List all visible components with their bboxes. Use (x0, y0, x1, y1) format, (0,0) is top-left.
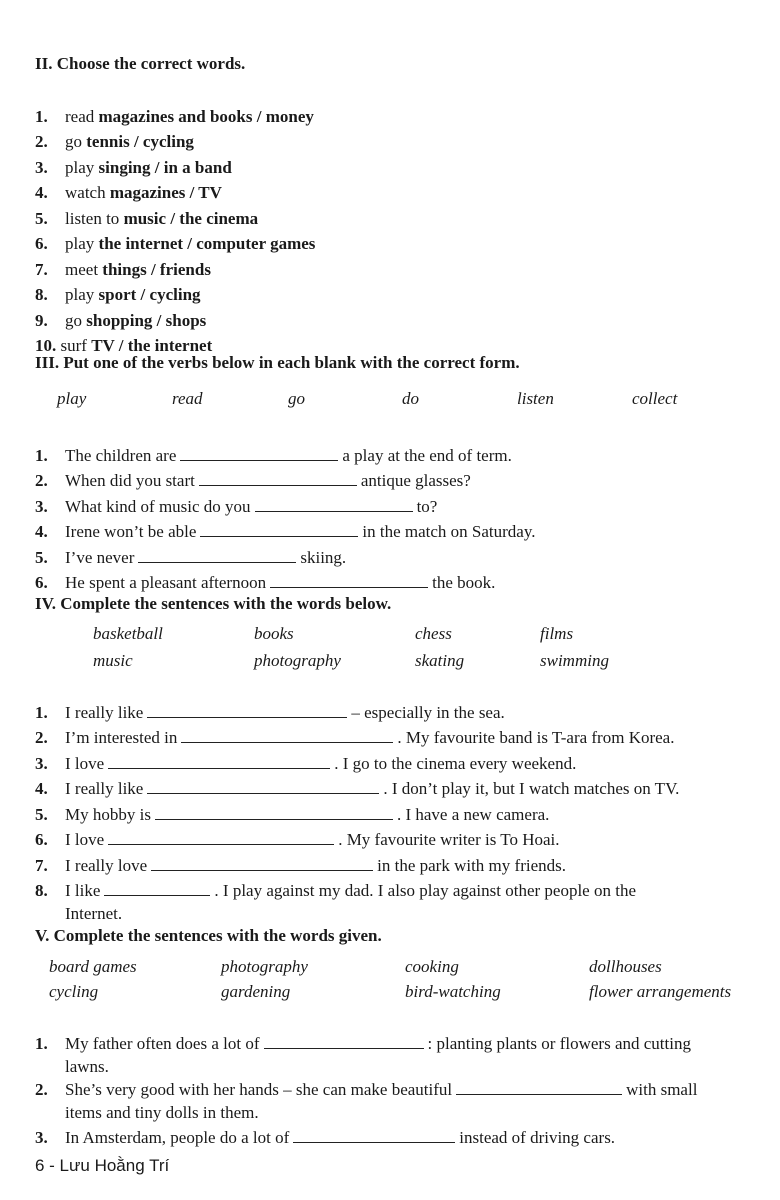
item-text-after: . I have a new camera. (396, 805, 550, 825)
word-bank-item: skating (415, 651, 465, 670)
item-text-after: a play at the end of term. (342, 446, 512, 466)
item-number: 7. (35, 260, 48, 280)
item-number: 4. (35, 779, 48, 799)
item-verb: watch (65, 183, 110, 203)
item-text-after: . I play against my dad. I also play against other people on the (214, 881, 636, 901)
answer-blank[interactable] (293, 1128, 455, 1143)
choice-item (35, 132, 772, 152)
item-continuation: lawns. (65, 1056, 109, 1076)
word-bank-item: cooking (405, 957, 459, 976)
section-5 (35, 926, 772, 1148)
item-number: 1. (35, 703, 48, 723)
fill-item (35, 703, 772, 723)
fill-item (35, 548, 772, 568)
item-choices[interactable]: music / the cinema (123, 209, 259, 229)
fill-item (35, 728, 772, 748)
word-bank-item: films (540, 624, 574, 643)
item-text-after: to? (416, 497, 438, 517)
item-choices[interactable]: magazines and books / money (98, 107, 314, 127)
item-verb: go (65, 311, 87, 331)
word-bank-item: chess (415, 624, 452, 643)
fill-item (35, 522, 772, 542)
item-number: 1. (35, 446, 48, 466)
item-text-before: In Amsterdam, people do a lot of (65, 1128, 290, 1148)
item-text-after: in the park with my friends. (377, 856, 566, 876)
item-text-after: . My favourite band is T-ara from Korea. (397, 728, 675, 748)
answer-blank[interactable] (255, 497, 413, 512)
word-bank-item: go (288, 389, 305, 408)
item-text-before: I really like (65, 703, 144, 723)
answer-blank[interactable] (181, 728, 393, 743)
word-bank-item: listen (517, 389, 554, 408)
item-number: 2. (35, 1080, 48, 1100)
item-number: 9. (35, 311, 48, 331)
word-bank-item: flower arrangements (589, 982, 732, 1001)
item-text-before: She’s very good with her hands – she can make beautiful (65, 1080, 453, 1100)
item-number: 3. (35, 1128, 48, 1148)
item-text-before: I love (65, 754, 105, 774)
item-verb: play (65, 158, 99, 178)
item-choices[interactable]: shopping / shops (86, 311, 207, 331)
answer-blank[interactable] (151, 856, 373, 871)
choice-item (35, 107, 772, 127)
answer-blank[interactable] (199, 471, 357, 486)
item-verb: surf (56, 336, 92, 356)
fill-item (35, 1128, 772, 1148)
item-number: 4. (35, 522, 48, 542)
choice-item (35, 260, 772, 280)
item-verb: meet (65, 260, 103, 280)
item-verb: play (65, 285, 99, 305)
item-text-after: skiing. (300, 548, 347, 568)
choice-item (35, 158, 772, 178)
item-text-before: I really like (65, 779, 144, 799)
item-choices[interactable]: things / friends (102, 260, 211, 280)
section-5-title: V. Complete the sentences with the words given. (35, 926, 382, 945)
item-number: 1. (35, 1034, 48, 1054)
item-number: 6. (35, 234, 48, 254)
word-bank-item: swimming (540, 651, 609, 670)
item-number: 2. (35, 132, 48, 152)
item-verb: go (65, 132, 87, 152)
item-text-before: What kind of music do you (65, 497, 251, 517)
item-number: 10. (35, 336, 57, 356)
fill-item (35, 471, 772, 491)
item-choices[interactable]: magazines / TV (109, 183, 222, 203)
item-text-after: : planting plants or flowers and cutting (427, 1034, 691, 1054)
choice-item (35, 285, 772, 305)
item-number: 5. (35, 209, 48, 229)
answer-blank[interactable] (155, 805, 393, 820)
choice-item (35, 183, 772, 203)
page-footer: 6 - Lưu Hoằng Trí (35, 1156, 170, 1175)
item-number: 3. (35, 754, 48, 774)
fill-item (35, 830, 772, 850)
word-bank-item: photography (221, 957, 308, 976)
item-number: 5. (35, 805, 48, 825)
item-text-before: He spent a pleasant afternoon (65, 573, 267, 593)
fill-item (35, 497, 772, 517)
item-choices[interactable]: singing / in a band (98, 158, 232, 178)
item-number: 3. (35, 158, 48, 178)
fill-item (35, 856, 772, 876)
answer-blank[interactable] (147, 703, 347, 718)
fill-item (35, 754, 772, 774)
answer-blank[interactable] (264, 1034, 424, 1049)
item-text-before: I’ve never (65, 548, 135, 568)
word-bank-item: collect (632, 389, 678, 408)
section-3 (35, 353, 772, 593)
section-2-title: II. Choose the correct words. (35, 54, 246, 73)
item-text-before: My father often does a lot of (65, 1034, 260, 1054)
section-2 (35, 54, 772, 356)
item-number: 6. (35, 830, 48, 850)
fill-item (35, 446, 772, 466)
item-verb: read (65, 107, 99, 127)
item-text-after: . I don’t play it, but I watch matches on TV. (383, 779, 680, 799)
section-3-title: III. Put one of the verbs below in each blank with the correct form. (35, 353, 520, 372)
word-bank-item: music (93, 651, 133, 670)
item-choices[interactable]: TV / the internet (91, 336, 213, 356)
item-number: 4. (35, 183, 48, 203)
item-choices[interactable]: sport / cycling (98, 285, 201, 305)
item-text-after: antique glasses? (360, 471, 471, 491)
answer-blank[interactable] (270, 573, 428, 588)
item-number: 3. (35, 497, 48, 517)
item-text-after: the book. (432, 573, 496, 593)
answer-blank[interactable] (108, 754, 330, 769)
choice-item (35, 311, 772, 331)
word-bank-item: dollhouses (589, 957, 662, 976)
item-continuation: items and tiny dolls in them. (65, 1102, 259, 1122)
item-verb: listen to (65, 209, 124, 229)
item-text-before: I really love (65, 856, 148, 876)
item-number: 8. (35, 285, 48, 305)
fill-item (35, 573, 772, 593)
word-bank-item: books (254, 624, 294, 643)
item-text-after: . I go to the cinema every weekend. (334, 754, 577, 774)
item-number: 1. (35, 107, 48, 127)
fill-item (35, 1034, 772, 1077)
answer-blank[interactable] (108, 830, 334, 845)
answer-blank[interactable] (200, 522, 358, 537)
section-4 (35, 594, 772, 923)
section-4-title: IV. Complete the sentences with the words below. (35, 594, 392, 613)
word-bank-item: board games (49, 957, 137, 976)
answer-blank[interactable] (147, 779, 379, 794)
item-text-after: instead of driving cars. (459, 1128, 616, 1148)
item-number: 5. (35, 548, 48, 568)
word-bank-item: bird-watching (405, 982, 501, 1001)
item-text-after: with small (626, 1080, 698, 1100)
item-text-before: I love (65, 830, 105, 850)
item-text-before: When did you start (65, 471, 195, 491)
item-text-before: I like (65, 881, 101, 901)
word-bank-item: do (402, 389, 419, 408)
word-bank-item: read (172, 389, 203, 408)
item-number: 8. (35, 881, 48, 901)
item-text-after: – especially in the sea. (351, 703, 505, 723)
item-number: 2. (35, 728, 48, 748)
item-text-after: . My favourite writer is To Hoai. (338, 830, 560, 850)
item-number: 2. (35, 471, 48, 491)
item-continuation: Internet. (65, 903, 123, 923)
answer-blank[interactable] (138, 548, 296, 563)
item-text-before: My hobby is (65, 805, 151, 825)
fill-item (35, 881, 772, 924)
item-text-before: The children are (65, 446, 177, 466)
item-number: 6. (35, 573, 48, 593)
fill-item (35, 779, 772, 799)
word-bank-item: play (57, 389, 87, 408)
item-choices[interactable]: the internet / computer games (98, 234, 316, 254)
answer-blank[interactable] (456, 1080, 622, 1095)
item-text-before: I’m interested in (65, 728, 178, 748)
fill-item (35, 1080, 772, 1123)
item-text-after: in the match on Saturday. (362, 522, 536, 542)
word-bank-item: cycling (49, 982, 99, 1001)
word-bank-item: photography (254, 651, 341, 670)
word-bank-item: gardening (221, 982, 291, 1001)
word-bank-item: basketball (93, 624, 163, 643)
choice-item (35, 209, 772, 229)
choice-item (35, 234, 772, 254)
answer-blank[interactable] (104, 881, 210, 896)
item-number: 7. (35, 856, 48, 876)
item-choices[interactable]: tennis / cycling (86, 132, 194, 152)
answer-blank[interactable] (180, 446, 338, 461)
fill-item (35, 805, 772, 825)
item-text-before: Irene won’t be able (65, 522, 197, 542)
item-verb: play (65, 234, 99, 254)
